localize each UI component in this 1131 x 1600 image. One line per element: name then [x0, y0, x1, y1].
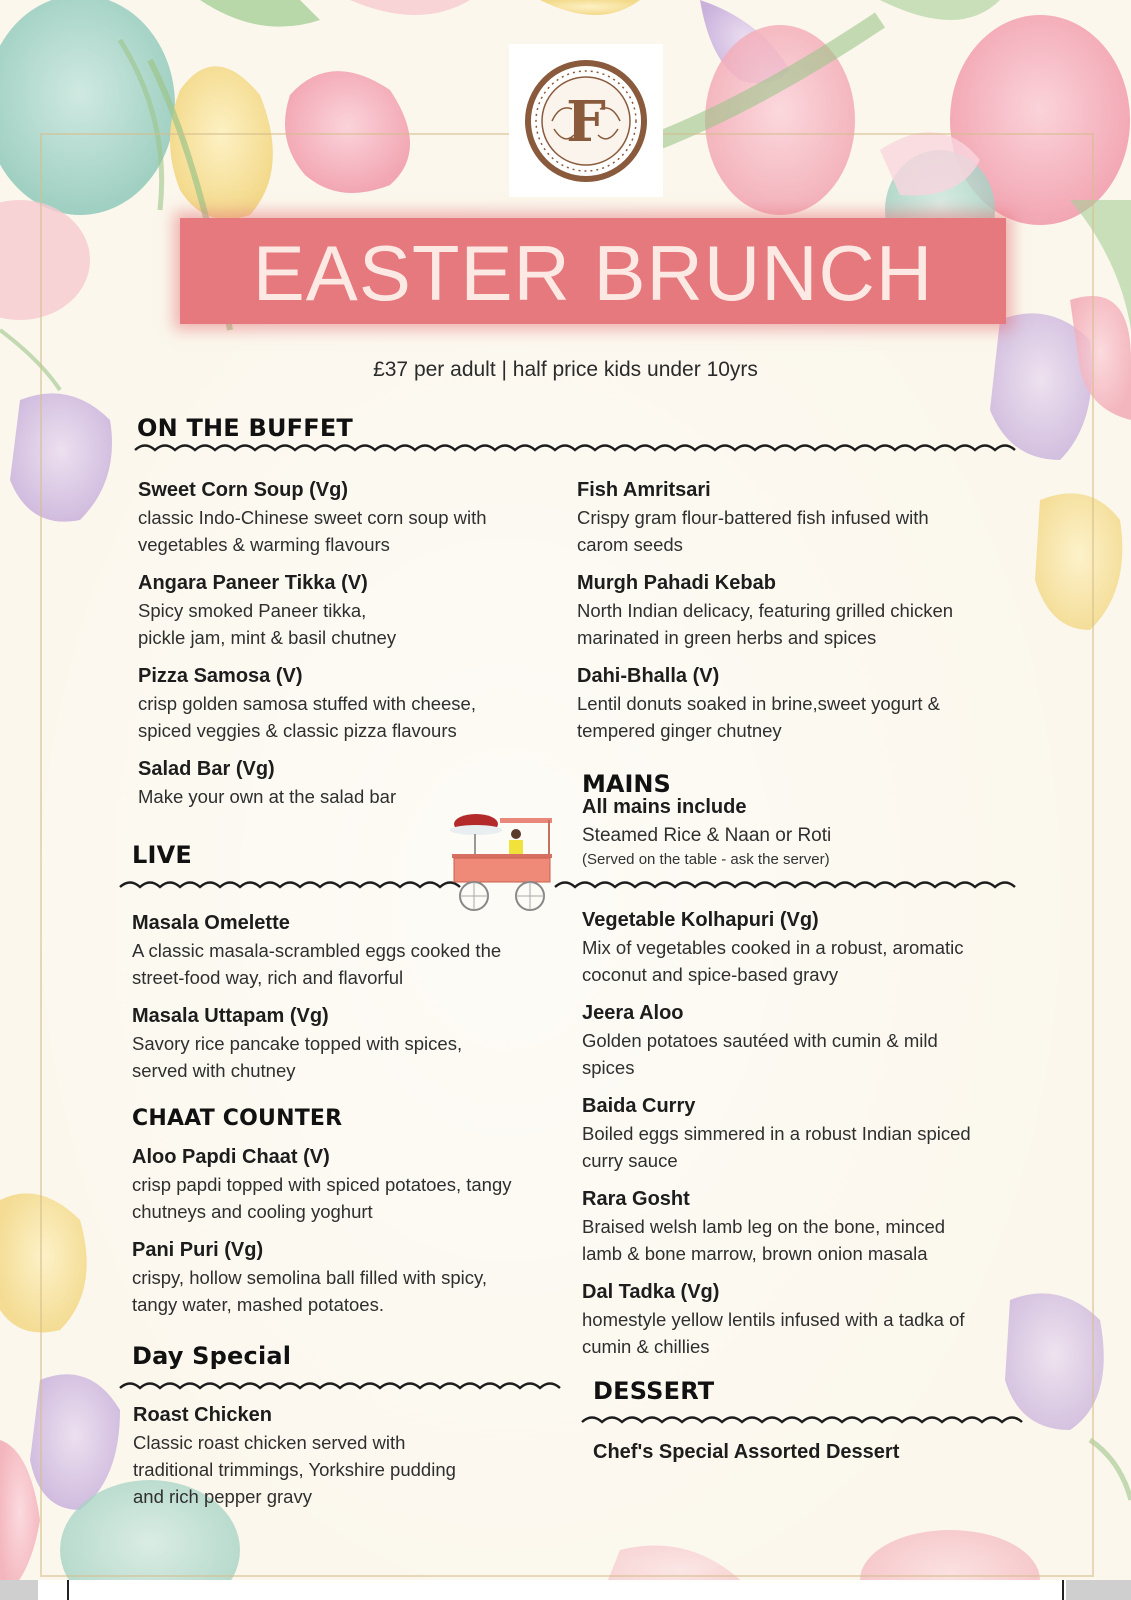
menu-item	[582, 999, 1012, 1081]
menu-item-name: Aloo Papdi Chaat (V)	[132, 1146, 330, 1168]
page-edge	[0, 1580, 1131, 1600]
wavy-divider	[582, 1412, 1012, 1432]
menu-item-description: Crispy gram flour-battered fish infused with carom seeds	[577, 507, 929, 555]
wavy-divider	[555, 877, 1010, 897]
menu-item-description: Savory rice pancake topped with spices, served with chutney	[132, 1033, 463, 1081]
menu-item-name: Fish Amritsari	[577, 479, 711, 501]
price-info: £37 per adult | half price kids under 10yrs	[373, 358, 758, 381]
menu-item	[582, 1185, 1012, 1267]
menu-item	[577, 662, 1007, 744]
menu-item-description: Lentil donuts soaked in brine,sweet yogurt & tempered ginger chutney	[577, 693, 941, 741]
menu-item	[138, 755, 568, 810]
menu-item-description: Make your own at the salad bar	[138, 786, 397, 807]
menu-item-name: Roast Chicken	[133, 1404, 272, 1426]
menu-item-description: Boiled eggs simmered in a robust Indian spiced curry sauce	[582, 1123, 971, 1171]
section-title-buffet: ON THE BUFFET	[137, 414, 353, 442]
mains-include-label: All mains include	[582, 796, 747, 818]
menu-item-name: Baida Curry	[582, 1095, 696, 1117]
menu-item	[132, 1002, 562, 1084]
food-cart-icon	[446, 810, 558, 920]
menu-item-name: Masala Omelette	[132, 912, 290, 934]
mains-sides: Steamed Rice & Naan or Roti	[582, 825, 832, 846]
page-title: EASTER BRUNCH	[252, 229, 934, 317]
restaurant-logo	[509, 44, 663, 197]
menu-item	[133, 1401, 563, 1510]
menu-item	[582, 1278, 1012, 1360]
menu-item-description: Braised welsh lamb leg on the bone, minced lamb & bone marrow, brown onion masala	[582, 1216, 946, 1264]
menu-item-name: Pani Puri (Vg)	[132, 1239, 264, 1261]
wavy-divider	[135, 440, 1011, 460]
menu-item	[582, 906, 1012, 988]
menu-item	[132, 1143, 562, 1225]
menu-item-name: Rara Gosht	[582, 1188, 690, 1210]
menu-item-name: Pizza Samosa (V)	[138, 665, 303, 687]
wavy-divider	[120, 877, 450, 897]
dessert-item: Chef's Special Assorted Dessert	[593, 1441, 900, 1463]
menu-item-description: crispy, hollow semolina ball filled with spicy, tangy water, mashed potatoes.	[132, 1267, 488, 1315]
menu-item-description: crisp papdi topped with spiced potatoes, tangy chutneys and cooling yoghurt	[132, 1174, 512, 1222]
menu-item	[138, 662, 568, 744]
menu-item-description: Golden potatoes sautéed with cumin & mild spices	[582, 1030, 938, 1078]
section-title-dessert: DESSERT	[593, 1377, 715, 1405]
svg-text:F: F	[566, 88, 606, 155]
menu-item-name: Dal Tadka (Vg)	[582, 1281, 720, 1303]
mains-note: (Served on the table - ask the server)	[582, 851, 830, 868]
menu-item	[577, 476, 1007, 558]
menu-item	[132, 1236, 562, 1318]
menu-item-name: Vegetable Kolhapuri (Vg)	[582, 909, 819, 931]
menu-item-description: crisp golden samosa stuffed with cheese, spiced veggies & classic pizza flavours	[138, 693, 476, 741]
menu-item-description: Mix of vegetables cooked in a robust, aromatic coconut and spice-based gravy	[582, 937, 964, 985]
menu-item-description: A classic masala-scrambled eggs cooked the street-food way, rich and flavorful	[132, 940, 502, 988]
wavy-divider	[120, 1378, 550, 1398]
menu-item-name: Masala Uttapam (Vg)	[132, 1005, 329, 1027]
menu-item-name: Jeera Aloo	[582, 1002, 684, 1024]
menu-item-description: North Indian delicacy, featuring grilled chicken marinated in green herbs and spices	[577, 600, 954, 648]
menu-item	[577, 569, 1007, 651]
section-title-live: LIVE	[132, 841, 192, 869]
menu-item-name: Angara Paneer Tikka (V)	[138, 572, 368, 594]
menu-item	[582, 1092, 1012, 1174]
menu-item-name: Sweet Corn Soup (Vg)	[138, 479, 348, 501]
monogram-seal-icon	[524, 59, 648, 183]
menu-item-description: homestyle yellow lentils infused with a tadka of cumin & chillies	[582, 1309, 965, 1357]
section-title-mains: MAINS	[582, 770, 671, 798]
menu-item	[138, 476, 568, 558]
menu-item-description: Spicy smoked Paneer tikka, pickle jam, mint & basil chutney	[138, 600, 397, 648]
menu-item	[138, 569, 568, 651]
menu-item-name: Dahi-Bhalla (V)	[577, 665, 720, 687]
title-banner	[180, 218, 1006, 324]
menu-item-name: Salad Bar (Vg)	[138, 758, 275, 780]
menu-item-description: Classic roast chicken served with traditional trimmings, Yorkshire pudding and rich pepper gravy	[133, 1432, 456, 1507]
section-title-chaat: CHAAT COUNTER	[132, 1106, 343, 1131]
mains-header	[582, 770, 831, 868]
menu-item-description: classic Indo-Chinese sweet corn soup with vegetables & warming flavours	[138, 507, 487, 555]
menu-item	[132, 909, 562, 991]
menu-item-name: Murgh Pahadi Kebab	[577, 572, 776, 594]
section-title-day-special: Day Special	[132, 1342, 292, 1370]
